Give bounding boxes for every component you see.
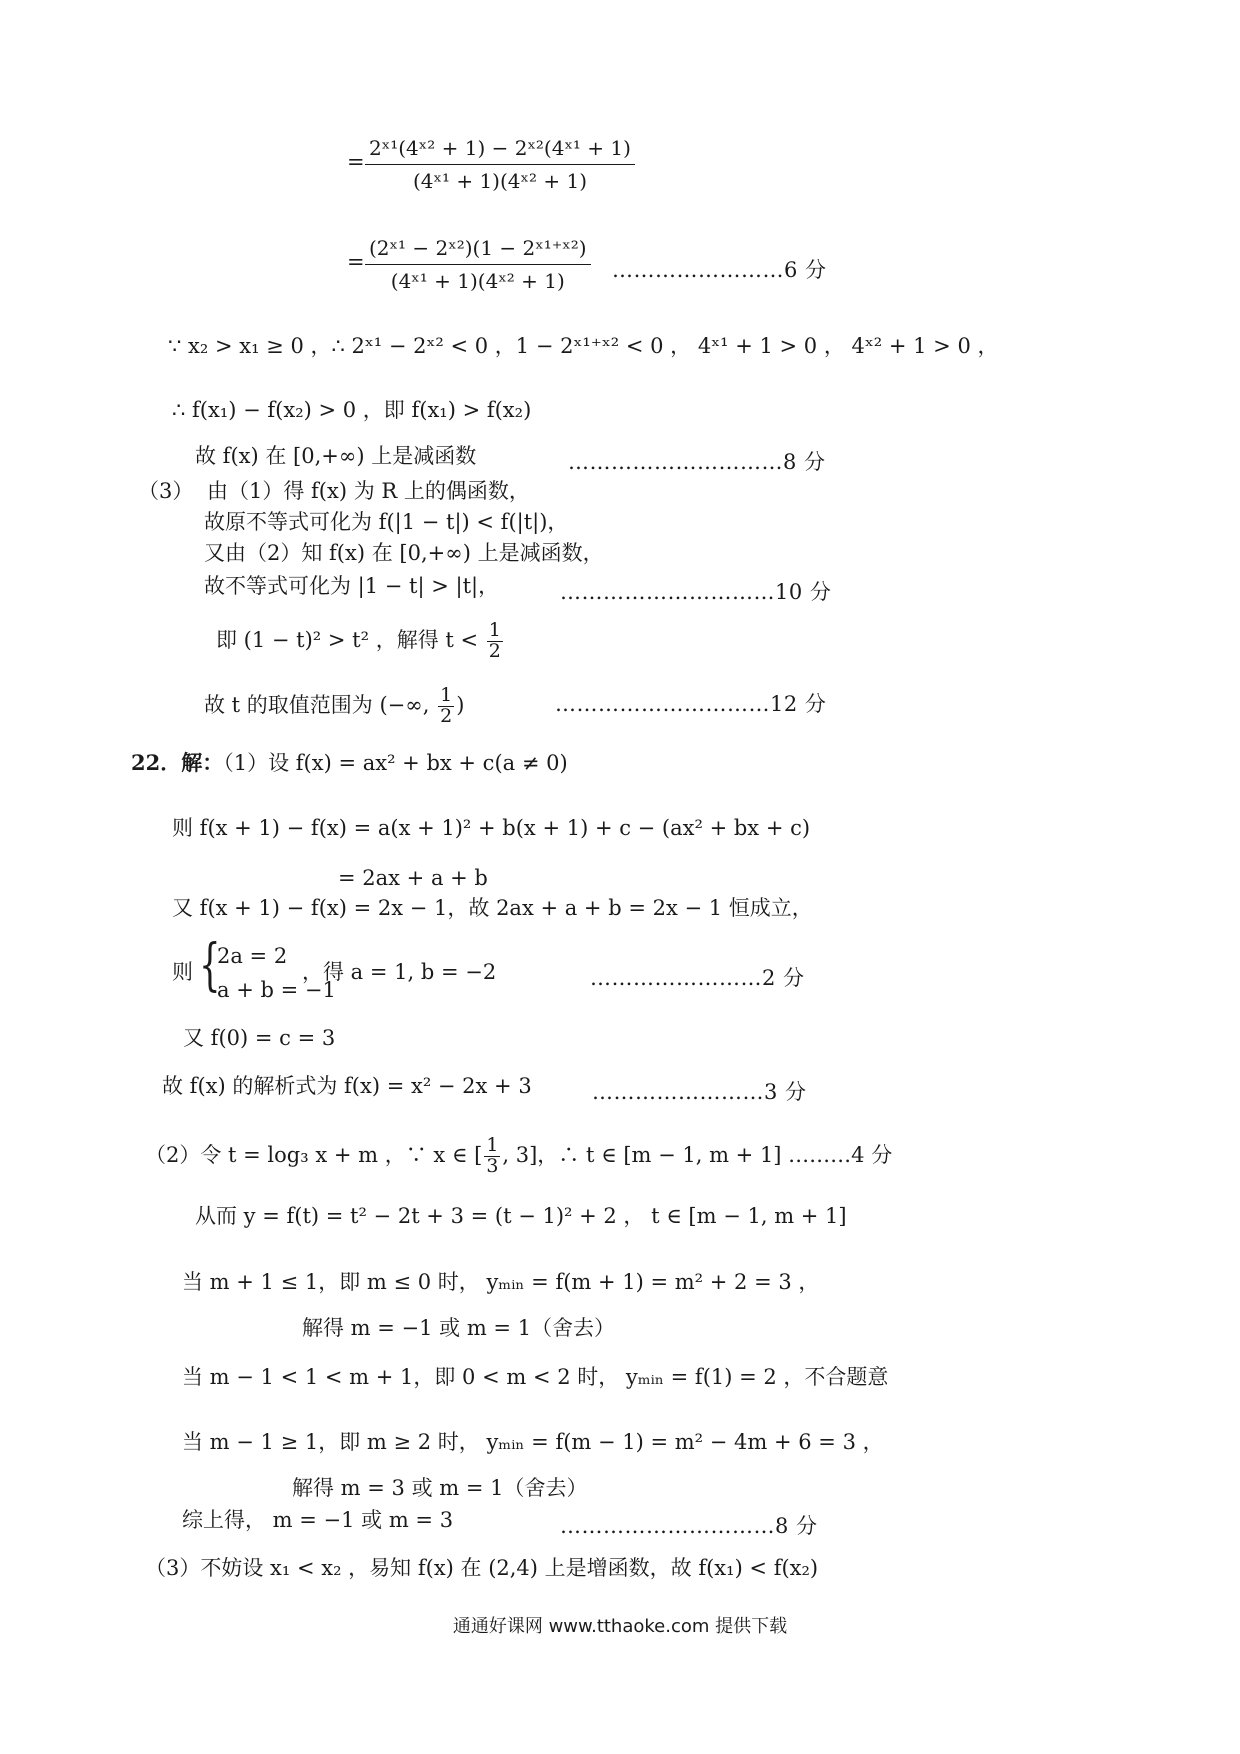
- q22-line13: 当 m − 1 ≥ 1，即 m ≥ 2 时， yₘᵢₙ = f(m − 1) = m² − 4m + 6 = 3 ，: [182, 1430, 884, 1454]
- fraction-one-third: [484, 1136, 500, 1177]
- score-8b: …………………………8 分: [560, 1514, 818, 1538]
- equals-sign: =: [347, 150, 365, 174]
- part3-label: （3）: [138, 479, 194, 503]
- q22-line6: 又 f(0) = c = 3: [183, 1026, 336, 1050]
- score-6: ……………………6 分: [612, 258, 827, 282]
- q22-line3: = 2ax + a + b: [338, 866, 488, 890]
- fraction-denominator: 3: [486, 1154, 499, 1177]
- part3-line1: 由（1）得 f(x) 为 R 上的偶函数，: [207, 479, 530, 503]
- equals-sign: =: [347, 250, 365, 274]
- system-eq-top: 2a = 2: [217, 944, 288, 968]
- line-therefore: ∴ f(x₁) − f(x₂) > 0 ，即 f(x₁) > f(x₂): [172, 398, 532, 422]
- part3-line6-text: 故 t 的取值范围为 (−∞,: [204, 692, 430, 717]
- score-10: …………………………10 分: [560, 580, 832, 604]
- system-eq-bottom: a + b = −1: [217, 978, 336, 1002]
- fraction-denominator: (4ˣ¹ + 1)(4ˣ² + 1): [412, 169, 587, 193]
- part3-line5-text: 即 (1 − t)² > t² ，解得 t <: [216, 627, 479, 652]
- q22-line14: 解得 m = 3 或 m = 1（舍去）: [292, 1476, 588, 1500]
- fraction-denominator: (4ˣ¹ + 1)(4ˣ² + 1): [390, 269, 565, 293]
- q22-line8-post: , 3]，∴ t ∈ [m − 1, m + 1] ………4 分: [502, 1142, 893, 1167]
- part3-line4: 故不等式可化为 |1 − t| > |t|，: [204, 574, 500, 598]
- fraction-one-half: [487, 621, 503, 662]
- q22-line7: 故 f(x) 的解析式为 f(x) = x² − 2x + 3: [162, 1074, 532, 1098]
- line-decreasing: 故 f(x) 在 [0,+∞) 上是减函数: [195, 444, 477, 468]
- q22-line5-pre: 则: [172, 960, 193, 984]
- q22-line8: [145, 1136, 892, 1177]
- fraction-denominator: 2: [440, 704, 453, 727]
- fraction-bar: [365, 264, 591, 265]
- fraction-numerator: 1: [488, 619, 501, 641]
- q22-line8-pre: （2）令 t = log₃ x + m ，∵ x ∈ [: [145, 1142, 483, 1167]
- part3-line2: 故原不等式可化为 f(|1 − t|) < f(|t|)，: [204, 510, 569, 534]
- q22-line15: 综上得， m = −1 或 m = 3: [182, 1508, 454, 1532]
- score-3: ……………………3 分: [592, 1080, 807, 1104]
- q22-line4: 又 f(x + 1) − f(x) = 2x − 1，故 2ax + a + b = 2x − 1 恒成立，: [172, 896, 813, 920]
- score-12: …………………………12 分: [555, 692, 827, 716]
- q22-line16: （3）不妨设 x₁ < x₂ ，易知 f(x) 在 (2,4) 上是增函数，故 f(x₁) < f(x₂): [145, 1556, 819, 1580]
- part3-line6-end: ): [456, 692, 465, 717]
- q22-line10: 当 m + 1 ≤ 1，即 m ≤ 0 时， yₘᵢₙ = f(m + 1) = m² + 2 = 3 ，: [182, 1270, 820, 1294]
- q22-line11: 解得 m = −1 或 m = 1（舍去）: [302, 1316, 616, 1340]
- score-8: …………………………8 分: [568, 450, 826, 474]
- line-because: ∵ x₂ > x₁ ≥ 0 ，∴ 2ˣ¹ − 2ˣ² < 0 ，1 − 2ˣ¹⁺ˣ² < 0 ， 4ˣ¹ + 1 > 0 ， 4ˣ² + 1 > 0 ，: [168, 334, 999, 358]
- q22-header: [131, 752, 568, 774]
- q22-line5-post: ，得 a = 1, b = −2: [302, 960, 497, 984]
- q22-line2: 则 f(x + 1) − f(x) = a(x + 1)² + b(x + 1) + c − (ax² + bx + c): [172, 816, 811, 840]
- part3-line5: [216, 621, 505, 662]
- fraction-step-b: [365, 236, 591, 293]
- part3-line3: 又由（2）知 f(x) 在 [0,+∞) 上是减函数，: [204, 541, 604, 565]
- fraction-numerator: 1: [440, 684, 453, 706]
- footer-source: 通通好课网 www.tthaoke.com 提供下载: [452, 1616, 788, 1637]
- left-brace: {: [199, 933, 221, 998]
- part3-line6: [204, 686, 464, 727]
- fraction-numerator: (2ˣ¹ − 2ˣ²)(1 − 2ˣ¹⁺ˣ²): [369, 236, 587, 260]
- q22-line12: 当 m − 1 < 1 < m + 1，即 0 < m < 2 时， yₘᵢₙ = f(1) = 2 ，不合题意: [182, 1365, 889, 1389]
- score-2: ……………………2 分: [590, 966, 805, 990]
- q22-line1: （1）设 f(x) = ax² + bx + c(a ≠ 0): [223, 751, 568, 775]
- q22-line9: 从而 y = f(t) = t² − 2t + 3 = (t − 1)² + 2 ， t ∈ [m − 1, m + 1]: [195, 1204, 847, 1228]
- q22-label: 22．解：: [131, 750, 224, 775]
- fraction-numerator: 1: [486, 1134, 499, 1156]
- fraction-denominator: 2: [488, 639, 501, 662]
- fraction-one-half: [438, 686, 454, 727]
- fraction-bar: [365, 164, 635, 165]
- fraction-step-a: [365, 136, 635, 193]
- fraction-numerator: 2ˣ¹(4ˣ² + 1) − 2ˣ²(4ˣ¹ + 1): [369, 136, 631, 160]
